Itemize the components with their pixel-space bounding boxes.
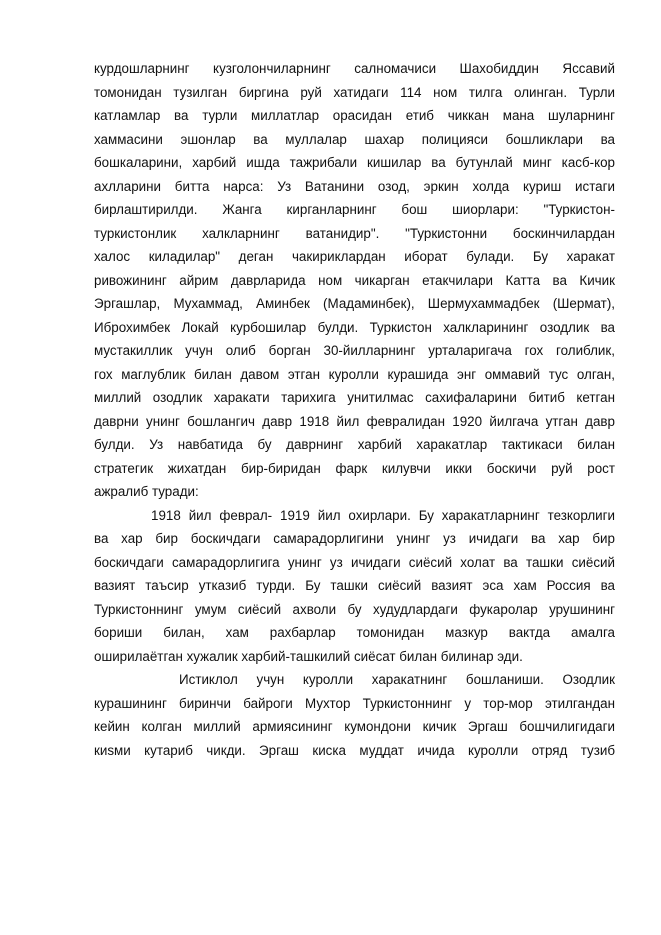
text-line: халос киладилар" деган чакириклардан иборат булади. Бу харакат — [94, 249, 615, 264]
text-line: Эргашлар, Мухаммад, Аминбек (Мадаминбек), Шермухаммадбек (Шермат), — [94, 296, 615, 311]
text-line: гох маглублик билан давом этган куролли курашида энг оммавий тус олган, — [94, 366, 615, 382]
text-line: оширилаётган хужалик харбий-ташкилий сиёсат билан билинар эди. — [94, 648, 523, 664]
text-line: хаммасини эшонлар ва муллалар шахар полицияси бошликлари ва — [94, 131, 615, 147]
text-line: ва хар бир боскичдаги самарадорлигини унинг уз ичидаги ва хар бир — [94, 531, 615, 546]
text-line: киsми кутариб чикди. Эргаш киска муддат ичида куролли отряд тузиб — [94, 742, 615, 758]
section-heading-line: Истиклол учун куролли харакатнинг бошланиши. Озодлик — [179, 672, 615, 687]
text-line: ривожининг айрим даврларида ном чикарган етакчилари Катта ва Кичик — [94, 272, 615, 288]
text-line: туркистонлик халкларнинг ватанидир". "Туркистонни боскинчилардан — [94, 225, 615, 241]
text-line: 1918 йил феврал- 1919 йил охирлари. Бу харакатларнинг тезкорлиги — [151, 507, 615, 523]
text-line: ажралиб туради: — [94, 484, 199, 499]
text-line: Туркистоннинг умум сиёсий ахволи бу худудлардаги фукаролар урушининг — [94, 601, 615, 617]
text-line: бошкаларини, харбий ишда тажрибали кишилар ва бутунлай минг касб-кор — [94, 155, 615, 170]
text-line: бориши билан, хам рахбарлар томонидан мазкур вактда амалга — [94, 625, 615, 640]
text-line: стратегик жихатдан бир-биридан фарк килувчи икки боскичи руй рост — [94, 460, 615, 476]
text-line: мустакиллик учун олиб борган 30-йилларнинг урталаригача гох голиблик, — [94, 343, 615, 358]
text-line: бирлаштирилди. Жанга кирганларнинг бош шиорлари: "Туркистон- — [94, 202, 615, 217]
text-line: кейин колган миллий армиясининг кумондони кичик Эргаш бошчилигидаги — [94, 719, 615, 734]
document-page — [94, 57, 615, 762]
text-line: даврни унинг бошлангич давр 1918 йил февралидан 1920 йилгача утган давр — [94, 413, 615, 429]
text-line: Иброхимбек Локай курбошилар булди. Туркистон халкларининг озодлик ва — [94, 319, 615, 335]
text-line: ахлларини битта нарса: Уз Ватанини озод, эркин холда куриш истаги — [94, 178, 615, 194]
text-line: курдошларнинг кузголончиларнинг салномачиси Шахобиддин Яссавий — [94, 61, 615, 76]
text-line: катламлар ва турли миллатлар орасидан етиб чиккан мана шуларнинг — [94, 108, 615, 123]
text-line: вазият таъсир утказиб турди. Бу ташки сиёсий вазият эса хам Россия ва — [94, 578, 615, 593]
text-line: томонидан тузилган биргина руй хатидаги 114 ном тилга олинган. Турли — [94, 84, 615, 100]
text-line: миллий озодлик харакати тарихига унитилмас сахифаларини битиб кетган — [94, 390, 615, 405]
text-line: боскичдаги самарадорлигига унинг уз ичидаги сиёсий холат ва ташки сиёсий — [94, 554, 615, 570]
text-line: курашининг биринчи байроги Мухтор Туркистоннинг у тор-мор этилгандан — [94, 695, 615, 711]
text-line: булди. Уз навбатида бу даврнинг харбий харакатлар тактикаси билан — [94, 437, 615, 452]
